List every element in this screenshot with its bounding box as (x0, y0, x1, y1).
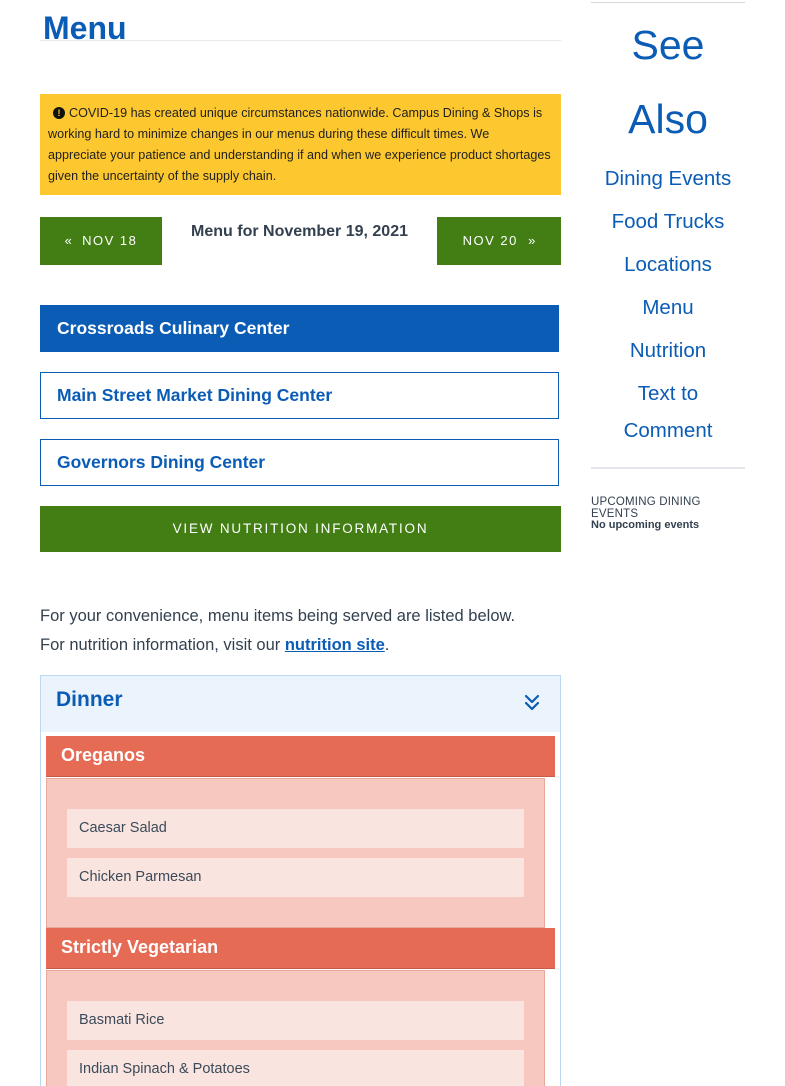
menu-item[interactable]: Basmati Rice (67, 1001, 524, 1040)
no-events-text: No upcoming events (591, 519, 700, 531)
menu-date-heading: Menu for November 19, 2021 (191, 223, 408, 240)
location-label: Governors Dining Center (57, 452, 266, 472)
nutrition-site-link[interactable]: nutrition site (284, 636, 385, 654)
previous-day-button[interactable] (40, 217, 162, 265)
menu-item[interactable]: Indian Spinach & Potatoes (67, 1050, 524, 1086)
see-also-links (591, 160, 745, 449)
location-button-crossroads[interactable] (40, 305, 559, 352)
view-nutrition-button[interactable]: VIEW NUTRITION INFORMATION (40, 506, 561, 552)
intro-line-2-suffix: . (384, 636, 390, 654)
main-content (40, 0, 561, 1077)
sidebar-link-food-trucks[interactable]: Food Trucks (611, 210, 725, 233)
next-day-button[interactable] (437, 217, 561, 265)
station-items-strictly-vegetarian (46, 970, 545, 1086)
intro-line-2-prefix: For nutrition information, visit our (40, 636, 285, 654)
station-items-oreganos (46, 778, 545, 928)
station-header-strictly-vegetarian: Strictly Vegetarian (46, 928, 555, 969)
station-header-oreganos: Oreganos (46, 736, 555, 777)
location-label: Main Street Market Dining Center (57, 385, 333, 405)
sidebar-divider (591, 467, 745, 469)
intro-line-2 (40, 631, 561, 660)
location-button-governors[interactable] (40, 439, 559, 486)
sidebar-link-menu[interactable]: Menu (642, 296, 694, 319)
date-navigation (40, 217, 561, 265)
covid-alert (40, 94, 561, 195)
upcoming-events-heading: UPCOMING DINING EVENTS (591, 496, 701, 520)
double-chevron-down-icon[interactable] (524, 693, 540, 713)
sidebar-link-text-to-comment[interactable]: Text to Comment (623, 382, 713, 442)
double-chevron-right-icon: » (528, 233, 536, 248)
location-button-main-street-market[interactable] (40, 372, 559, 419)
page-title: Menu (40, 0, 561, 41)
see-also-line-2: Also (628, 96, 708, 142)
meal-panel-dinner (40, 675, 561, 1086)
intro-text (40, 602, 561, 660)
meal-header[interactable] (41, 676, 560, 732)
sidebar-link-nutrition[interactable]: Nutrition (629, 339, 707, 362)
exclamation-circle-icon: ! (53, 107, 65, 119)
sidebar-divider-top (591, 2, 745, 3)
double-chevron-left-icon: « (64, 233, 72, 248)
alert-text: COVID-19 has created unique circumstances nationwide. Campus Dining & Shops is working hard to minimize changes in our menus during these difficult times. We appreciate your patience and understanding if and when we experience product shortages given the uncertainty of the supply chain. (48, 106, 551, 183)
next-day-label: NOV 20 (462, 233, 518, 248)
meal-title: Dinner (56, 688, 123, 711)
sidebar-link-locations[interactable]: Locations (624, 253, 712, 276)
see-also-heading (591, 8, 745, 156)
sidebar-link-dining-events[interactable]: Dining Events (604, 167, 732, 190)
previous-day-label: NOV 18 (82, 233, 138, 248)
see-also-line-1: See (631, 22, 705, 68)
location-label: Crossroads Culinary Center (57, 318, 290, 338)
intro-line-1: For your convenience, menu items being served are listed below. (40, 607, 516, 625)
menu-item[interactable]: Caesar Salad (67, 809, 524, 848)
menu-item[interactable]: Chicken Parmesan (67, 858, 524, 897)
